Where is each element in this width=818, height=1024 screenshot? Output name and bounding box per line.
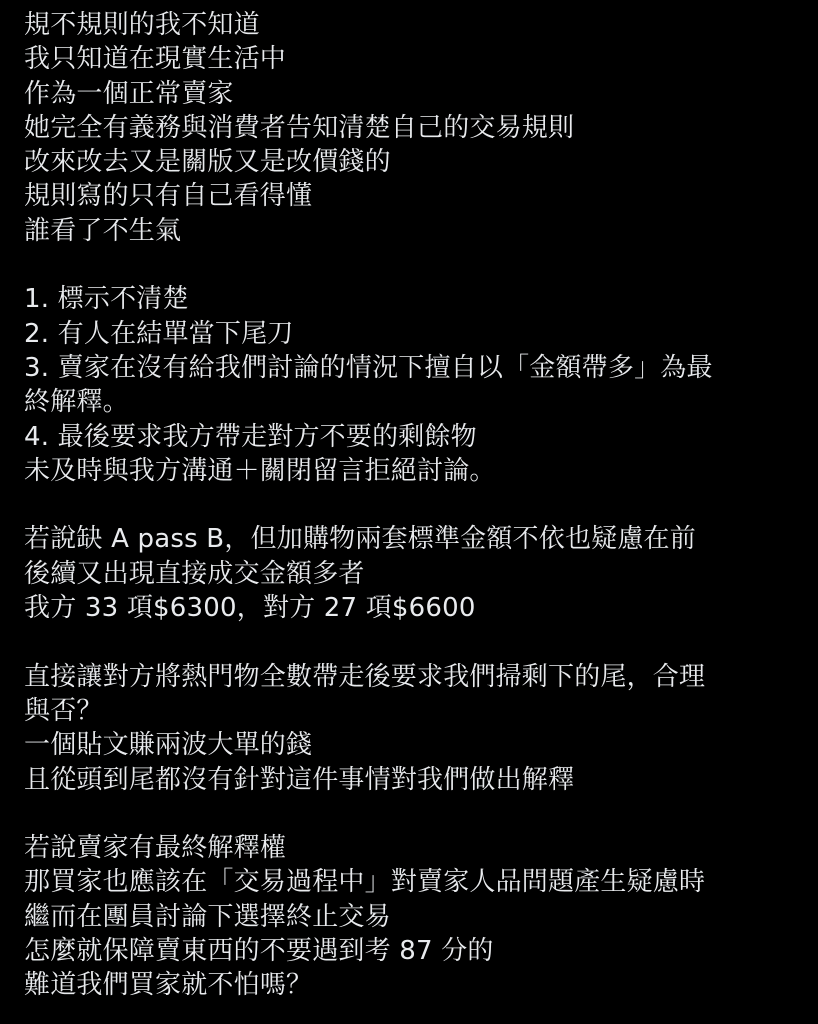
post-line: 未及時與我方溝通＋關閉留言拒絕討論。 bbox=[24, 455, 496, 486]
blank-line bbox=[24, 488, 804, 522]
list-item-4: 4. 最後要求我方帶走對方不要的剩餘物 bbox=[24, 421, 477, 452]
post-line: 若說缺 A pass B，但加購物兩套標準金額不依也疑慮在前 bbox=[24, 524, 696, 555]
post-line: 規不規則的我不知道 bbox=[24, 10, 260, 40]
post-line: 繼而在團員討論下選擇終止交易 bbox=[24, 901, 391, 932]
post-line: 那買家也應該在「交易過程中」對賣家人品問題產生疑慮時 bbox=[24, 867, 706, 898]
blank-line bbox=[24, 797, 804, 831]
post-line: 怎麼就保障賣東西的不要遇到考 87 分的 bbox=[24, 936, 494, 967]
post-line: 我只知道在現實生活中 bbox=[24, 44, 287, 75]
post-line: 改來改去又是關版又是改價錢的 bbox=[24, 147, 391, 178]
post-body bbox=[24, 8, 804, 1003]
list-item-2: 2. 有人在結單當下尾刀 bbox=[24, 318, 294, 349]
list-item-3-continued: 終解釋。 bbox=[24, 387, 129, 418]
post-line: 作為一個正常賣家 bbox=[24, 78, 234, 109]
post-line: 她完全有義務與消費者告知清楚自己的交易規則 bbox=[24, 112, 575, 143]
post-line: 難道我們買家就不怕嗎？ bbox=[24, 970, 313, 1001]
list-item-3: 3. 賣家在沒有給我們討論的情況下擅自以「金額帶多」為最 bbox=[24, 352, 713, 383]
post-line: 直接讓對方將熱門物全數帶走後要求我們掃剩下的尾，合理 bbox=[24, 661, 706, 692]
list-item-1: 1. 標示不清楚 bbox=[24, 284, 189, 315]
post-line: 與否？ bbox=[24, 695, 103, 726]
post-line: 若說賣家有最終解釋權 bbox=[24, 833, 287, 864]
post-line: 後續又出現直接成交金額多者 bbox=[24, 558, 365, 589]
post-line: 我方 33 項$6300，對方 27 項$6600 bbox=[24, 593, 476, 624]
blank-line bbox=[24, 248, 804, 282]
post-line: 規則寫的只有自己看得懂 bbox=[24, 181, 313, 212]
post-line: 且從頭到尾都沒有針對這件事情對我們做出解釋 bbox=[24, 764, 575, 795]
post-line: 誰看了不生氣 bbox=[24, 215, 182, 246]
post-line: 一個貼文賺兩波大單的錢 bbox=[24, 730, 313, 761]
blank-line bbox=[24, 625, 804, 659]
